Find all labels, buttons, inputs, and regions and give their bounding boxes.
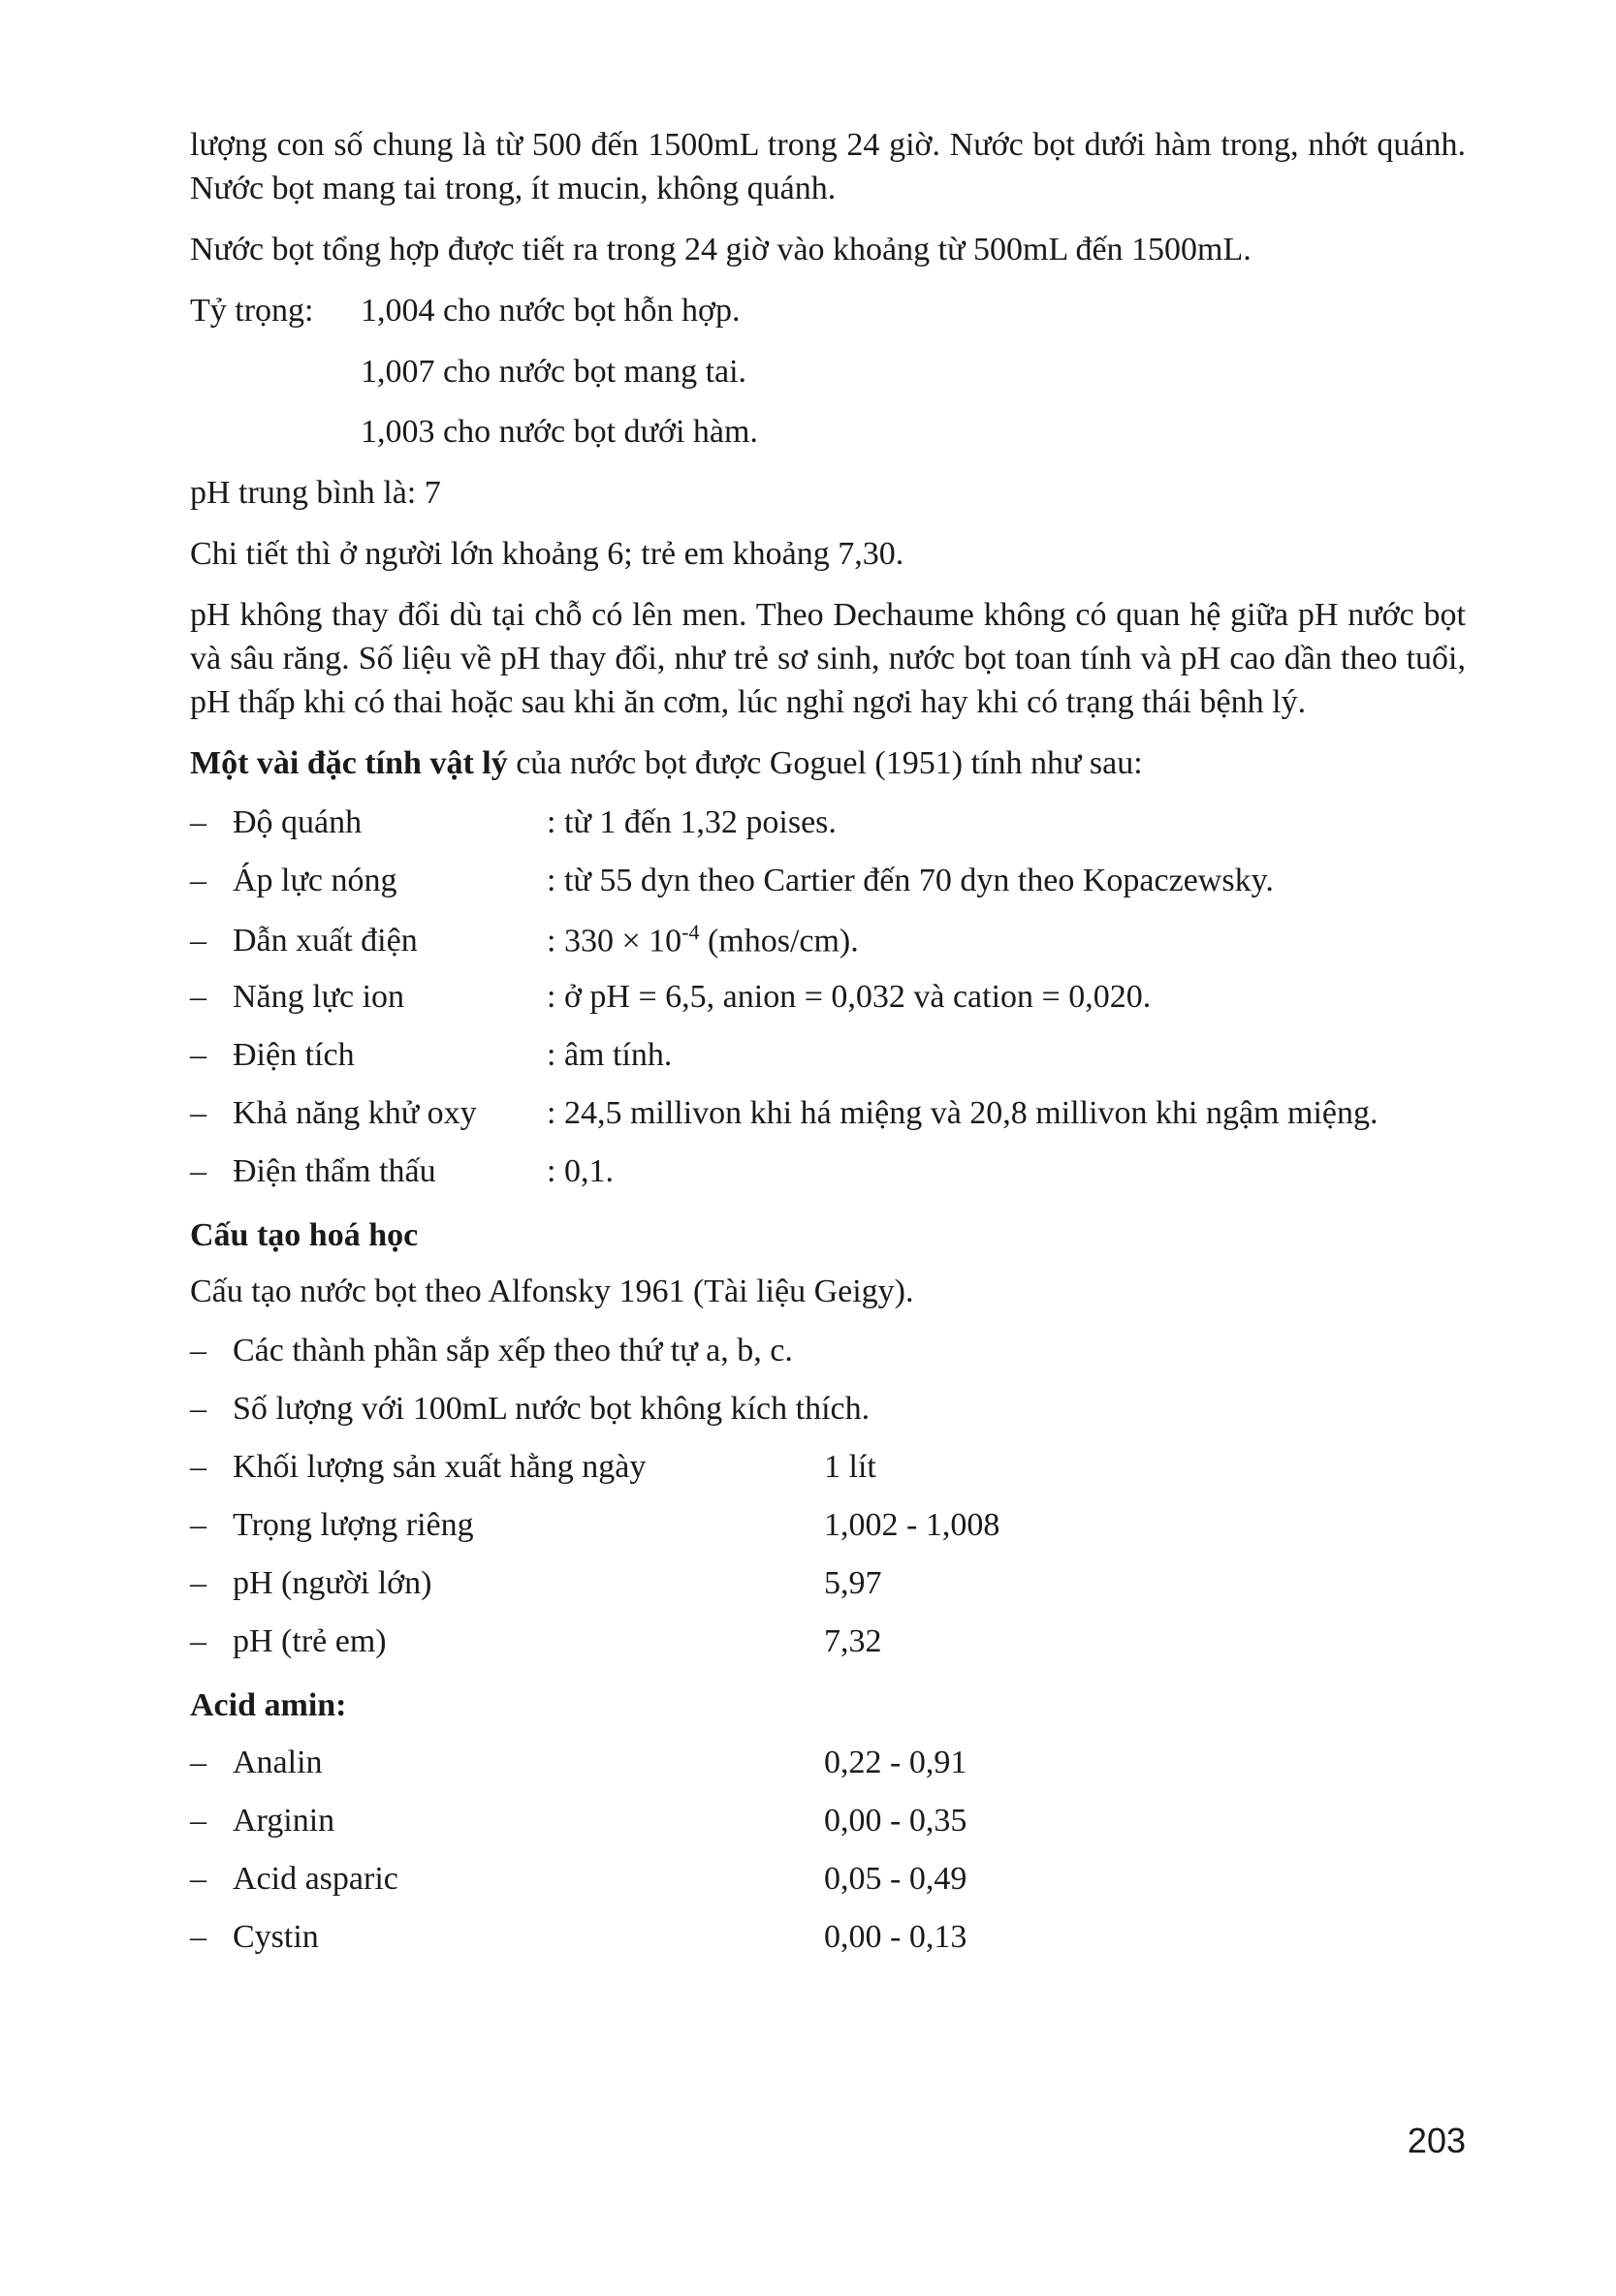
dash-bullet: – [190,1623,206,1660]
component-value: 1 lít [824,1449,876,1486]
dash-bullet: – [190,1152,206,1189]
property-value-exponent: -4 [681,919,700,944]
component-value: 1,002 - 1,008 [824,1507,1000,1544]
property-value: : ở pH = 6,5, anion = 0,032 và cation = 0,020. [547,978,1152,1015]
list-item [190,976,1466,1034]
component-value: 7,32 [824,1623,882,1660]
dash-bullet: – [190,1565,206,1602]
dash-bullet: – [190,922,206,959]
property-name: Điện thẩm thấu [233,1152,436,1189]
component-name: pH (trẻ em) [233,1623,387,1660]
list-item [190,1092,1466,1150]
paragraph-saliva-volume: lượng con số chung là từ 500 đến 1500mL trong 24 giờ. Nước bọt dưới hàm trong, nhớt quánh. Nước bọt mang tai trong, ít mucin, không quánh. [190,127,1466,206]
list-item [190,1742,1466,1800]
paragraph-total-saliva: Nước bọt tổng hợp được tiết ra trong 24 giờ vào khoảng từ 500mL đến 1500mL. [190,231,1252,267]
section-heading-amino: Acid amin: [190,1687,347,1724]
amino-name: Analin [233,1745,323,1781]
chemical-list [190,1330,1466,1679]
physical-intro-rest: của nước bọt được Goguel (1951) tính như sau: [507,744,1143,781]
list-item [190,1562,1466,1620]
component-name: Khối lượng sản xuất hằng ngày [233,1449,647,1486]
list-item [190,1916,1466,1974]
dash-bullet: – [190,1333,206,1369]
property-name: Độ quánh [233,803,363,840]
list-item [190,1034,1466,1092]
list-item [190,918,1466,976]
dash-bullet: – [190,1919,206,1956]
list-item [190,1150,1466,1209]
dash-bullet: – [190,803,206,840]
dash-bullet: – [190,1036,206,1073]
list-item [190,1620,1466,1679]
component-name: Trọng lượng riêng [233,1507,474,1544]
ph-note: pH không thay đổi dù tại chỗ có lên men. Theo Dechaume không có quan hệ giữa pH nước bọt và sâu răng. Số liệu về pH thay đổi, như trẻ sơ sinh, nước bọt toan tính và pH cao dần theo tuổi, pH thấp khi có thai hoặc sau khi ăn cơm, lúc nghỉ ngơi hay khi có trạng thái bệnh lý. [190,597,1466,720]
ph-average: pH trung bình là: 7 [190,475,441,512]
amino-list [190,1742,1466,1974]
property-value: : từ 55 dyn theo Cartier đến 70 dyn theo Kopaczewsky. [547,862,1274,898]
dash-bullet: – [190,1507,206,1544]
chemical-note: Các thành phần sắp xếp theo thứ tự a, b, c. [233,1333,793,1369]
property-value-post: (mhos/cm). [699,922,859,959]
list-item [190,1446,1466,1504]
property-name: Điện tích [233,1036,355,1073]
density-value: 1,007 cho nước bọt mang tai. [361,353,747,390]
density-value: 1,004 cho nước bọt hỗn hợp. [361,292,741,329]
section-heading-chemical: Cấu tạo hoá học [190,1216,419,1253]
property-value-pre: : 330 × 10 [547,922,682,959]
chemical-intro: Cấu tạo nước bọt theo Alfonsky 1961 (Tài liệu Geigy). [190,1274,914,1310]
amino-value: 0,00 - 0,13 [824,1919,967,1956]
component-name: pH (người lớn) [233,1565,432,1602]
property-name: Năng lực ion [233,978,405,1015]
density-label: Tỷ trọng: [190,292,314,329]
physical-properties-list [190,802,1466,1209]
dash-bullet: – [190,862,206,898]
dash-bullet: – [190,1094,206,1131]
list-item [190,860,1466,918]
property-value: : 24,5 millivon khi há miệng và 20,8 millivon khi ngậm miệng. [547,1094,1378,1131]
amino-name: Arginin [233,1803,335,1840]
amino-name: Cystin [233,1919,319,1956]
property-value [547,918,859,963]
property-value: : 0,1. [547,1152,614,1189]
dash-bullet: – [190,1745,206,1781]
list-item [190,1330,1466,1388]
physical-intro [190,742,1466,786]
property-value: : từ 1 đến 1,32 poises. [547,803,837,840]
ph-detail: Chi tiết thì ở người lớn khoảng 6; trẻ em khoảng 7,30. [190,536,904,573]
dash-bullet: – [190,1449,206,1486]
list-item [190,1504,1466,1562]
page-number: 203 [1407,2121,1466,2160]
dash-bullet: – [190,1861,206,1898]
property-name: Dẫn xuất điện [233,922,418,959]
dash-bullet: – [190,1803,206,1840]
property-name: Áp lực nóng [233,862,397,898]
property-value: : âm tính. [547,1036,673,1073]
density-row-1 [190,290,1466,333]
dash-bullet: – [190,978,206,1015]
page-body [190,124,1466,1974]
amino-name: Acid asparic [233,1861,398,1898]
physical-intro-bold: Một vài đặc tính vật lý [190,744,508,781]
amino-value: 0,22 - 0,91 [824,1745,967,1781]
amino-value: 0,00 - 0,35 [824,1803,967,1840]
dash-bullet: – [190,1391,206,1428]
chemical-note: Số lượng với 100mL nước bọt không kích thích. [233,1391,871,1428]
property-name: Khả năng khử oxy [233,1094,477,1131]
list-item [190,1858,1466,1916]
list-item [190,802,1466,860]
list-item [190,1800,1466,1858]
amino-value: 0,05 - 0,49 [824,1861,967,1898]
component-value: 5,97 [824,1565,882,1602]
list-item [190,1388,1466,1446]
density-value: 1,003 cho nước bọt dưới hàm. [361,414,758,451]
